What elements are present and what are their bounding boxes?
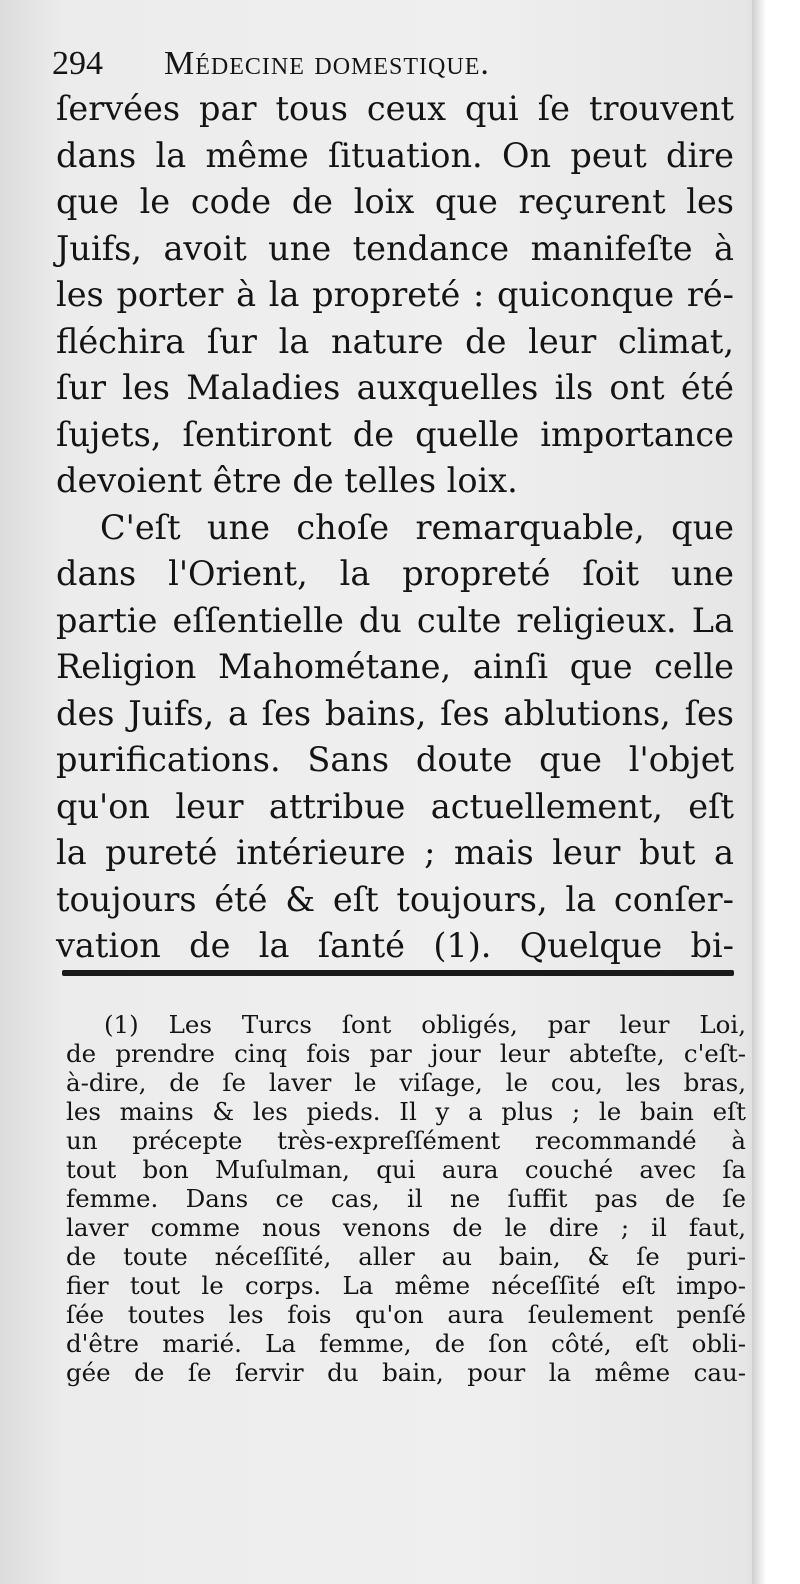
footnote-line: ſée toutes les fois qu'on aura ſeulement penſé	[66, 1300, 746, 1329]
footnote-line: femme. Dans ce cas, il ne ſuffit pas de ſe	[66, 1184, 746, 1213]
main-text-line: purifications. Sans doute que l'objet	[56, 740, 734, 779]
footnote-line: de toute néceſſité, aller au bain, & ſe puri-	[66, 1242, 746, 1271]
footnote-line: gée de ſe ſervir du bain, pour la même cau-	[66, 1358, 746, 1387]
footnote	[66, 1010, 746, 1387]
footnote-line: de prendre cinq fois par jour leur abteſte, c'eſt-	[66, 1039, 746, 1068]
main-text-line: qu'on leur attribue actuellement, eſt	[56, 786, 734, 826]
main-text-line: la pureté intérieure ; mais leur but a	[56, 833, 734, 872]
footnote-line: laver comme nous venons de le dire ; il faut,	[66, 1213, 746, 1242]
running-title: Médecine domestique.	[164, 45, 490, 82]
footnote-line: à-dire, de ſe laver le viſage, le cou, les bras,	[66, 1068, 746, 1097]
footnote-line: (1) Les Turcs ſont obligés, par leur Loi,	[104, 1010, 746, 1039]
main-text-line: ſervées par tous ceux qui ſe trouvent	[56, 89, 734, 128]
main-text-line: ſujets, ſentiront de quelle importance	[56, 414, 734, 454]
main-text-line: que le code de loix que reçurent les	[56, 182, 734, 221]
main-text-line: les porter à la propreté : quiconque ré-	[56, 275, 734, 314]
footnote-line: d'être marié. La femme, de ſon côté, eſt obli-	[66, 1329, 746, 1358]
main-text-line: des Juifs, a ſes bains, ſes ablutions, ſes	[56, 693, 734, 733]
main-text-line: ſur les Maladies auxquelles ils ont été	[56, 368, 734, 407]
main-text-line: Juifs, avoit une tendance manifeſte à	[56, 228, 734, 268]
main-text-line: Religion Mahométane, ainſi que celle	[56, 647, 734, 686]
footnote-line: fier tout le corps. La même néceſſité eſt impo-	[66, 1271, 746, 1300]
page-number: 294	[52, 45, 103, 82]
bottom-margin	[40, 1450, 740, 1550]
main-text-line: partie eſſentielle du culte religieux. La	[56, 600, 734, 640]
page-edge-shadow	[752, 0, 776, 1584]
main-text-line: devoient être de telles loix.	[56, 461, 518, 500]
main-text	[56, 86, 734, 970]
main-text-line: toujours été & eſt toujours, la conſer-	[56, 879, 734, 919]
main-text-line: C'eſt une choſe remarquable, que	[100, 507, 734, 547]
footnote-rule	[62, 970, 734, 976]
footnote-line: tout bon Muſulman, qui aura couché avec ſa	[66, 1155, 746, 1184]
main-text-line: dans l'Orient, la propreté ſoit une	[56, 554, 734, 593]
running-head	[52, 40, 732, 88]
footnote-line: un précepte très-expreſſément recommandé à	[66, 1126, 746, 1155]
main-text-line: vation de la ſanté (1). Quelque bi-	[56, 926, 734, 965]
main-text-line: fléchira ſur la nature de leur climat,	[56, 321, 734, 361]
footnote-line: les mains & les pieds. Il y a plus ; le bain eſt	[66, 1097, 746, 1126]
main-text-line: dans la même ſituation. On peut dire	[56, 135, 734, 175]
